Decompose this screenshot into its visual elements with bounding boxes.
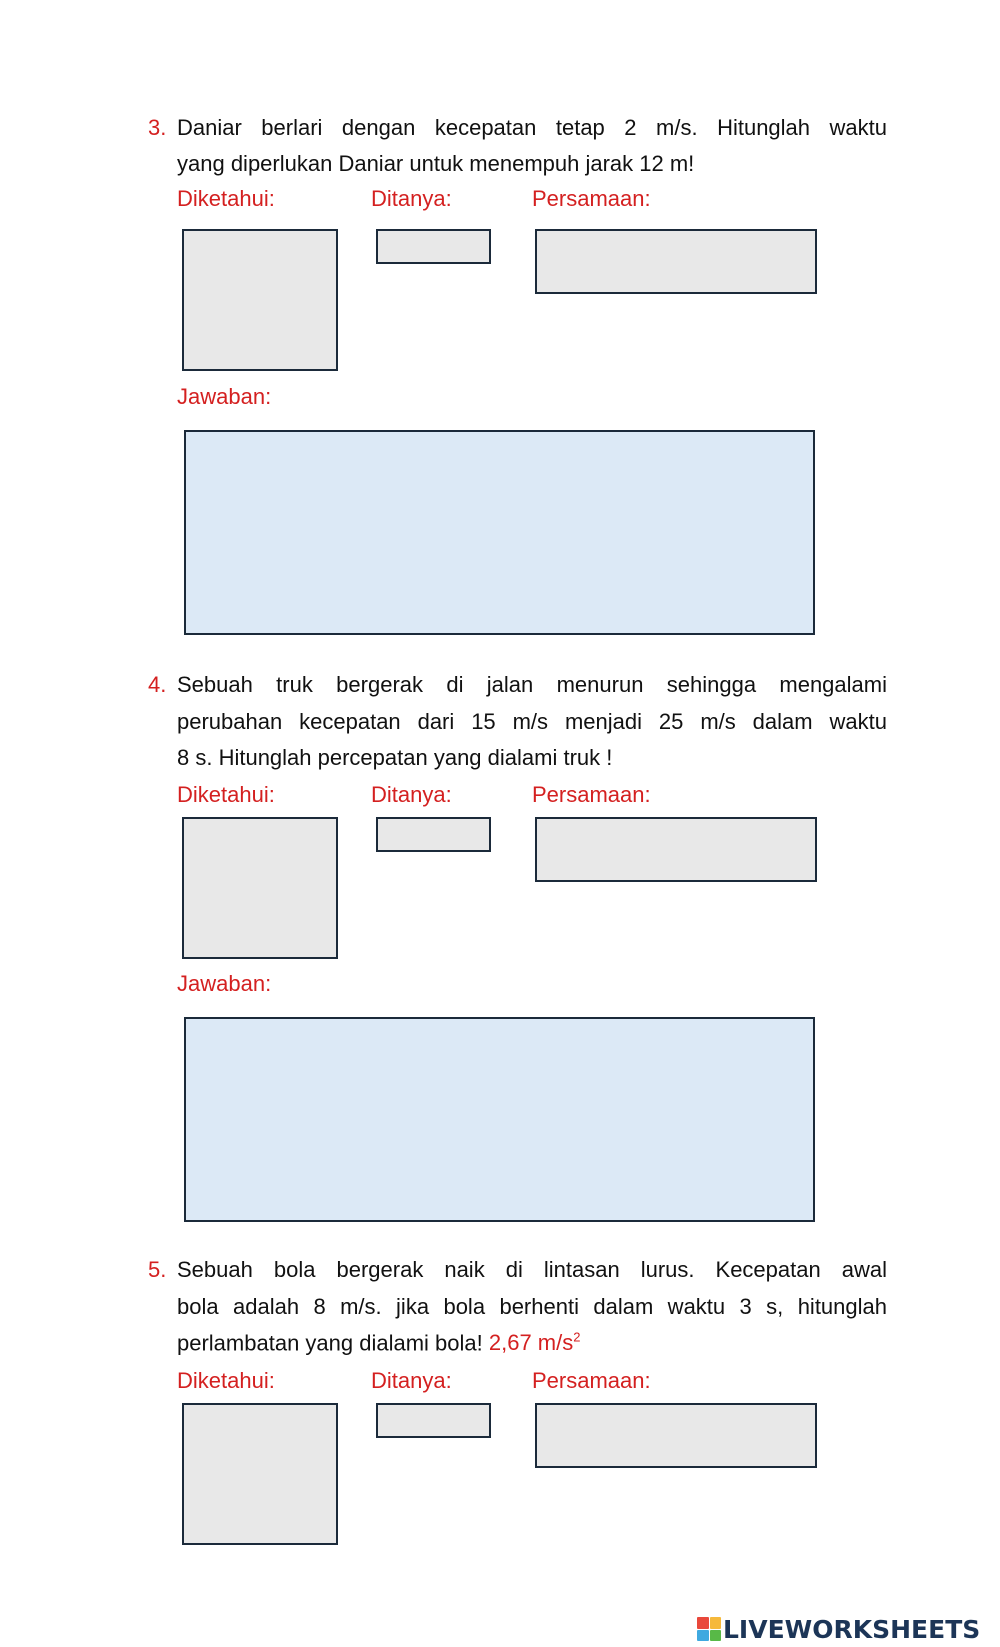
liveworksheets-logo-icon	[697, 1617, 721, 1641]
known-input[interactable]	[182, 817, 338, 959]
answer-hint	[489, 1330, 581, 1355]
known-label: Diketahui:	[177, 186, 275, 211]
equation-label: Persamaan:	[532, 782, 651, 807]
equation-label: Persamaan:	[532, 1368, 651, 1393]
asked-input[interactable]	[376, 1403, 491, 1438]
question-text: perlambatan yang dialami bola!	[177, 1330, 483, 1356]
answer-label: Jawaban:	[177, 384, 272, 409]
answer-input[interactable]	[184, 430, 815, 635]
question-number: 3.	[148, 115, 167, 140]
question-number: 4.	[148, 672, 167, 697]
asked-label: Ditanya:	[371, 782, 452, 807]
question-text-line: yang diperlukan Daniar untuk menempuh jarak 12 m!	[177, 151, 695, 176]
question-text-line: bola adalah 8 m/s. jika bola berhenti dalam waktu 3 s, hitunglah	[177, 1294, 887, 1319]
known-input[interactable]	[182, 1403, 338, 1545]
answer-input[interactable]	[184, 1017, 815, 1222]
liveworksheets-brand	[697, 1616, 980, 1642]
question-number: 5.	[148, 1257, 167, 1282]
equation-input[interactable]	[535, 1403, 817, 1468]
question-text-line: Daniar berlari dengan kecepatan tetap 2 m/s. Hitunglah waktu	[177, 115, 887, 140]
asked-label: Ditanya:	[371, 186, 452, 211]
known-input[interactable]	[182, 229, 338, 371]
question-text-line	[177, 1330, 887, 1356]
question-text-line: Sebuah truk bergerak di jalan menurun sehingga mengalami	[177, 672, 887, 697]
hint-value: 2,67 m/s	[488, 1330, 574, 1356]
answer-label: Jawaban:	[177, 971, 272, 996]
hint-exponent: 2	[573, 1330, 581, 1345]
brand-name: LIVEWORKSHEETS	[723, 1614, 981, 1644]
question-text-line: 8 s. Hitunglah percepatan yang dialami truk !	[177, 745, 613, 770]
known-label: Diketahui:	[177, 1368, 275, 1393]
asked-input[interactable]	[376, 817, 491, 852]
question-text-line: perubahan kecepatan dari 15 m/s menjadi 25 m/s dalam waktu	[177, 709, 887, 734]
asked-label: Ditanya:	[371, 1368, 452, 1393]
asked-input[interactable]	[376, 229, 491, 264]
equation-input[interactable]	[535, 817, 817, 882]
question-text-line: Sebuah bola bergerak naik di lintasan lurus. Kecepatan awal	[177, 1257, 887, 1282]
known-label: Diketahui:	[177, 782, 275, 807]
equation-label: Persamaan:	[532, 186, 651, 211]
equation-input[interactable]	[535, 229, 817, 294]
